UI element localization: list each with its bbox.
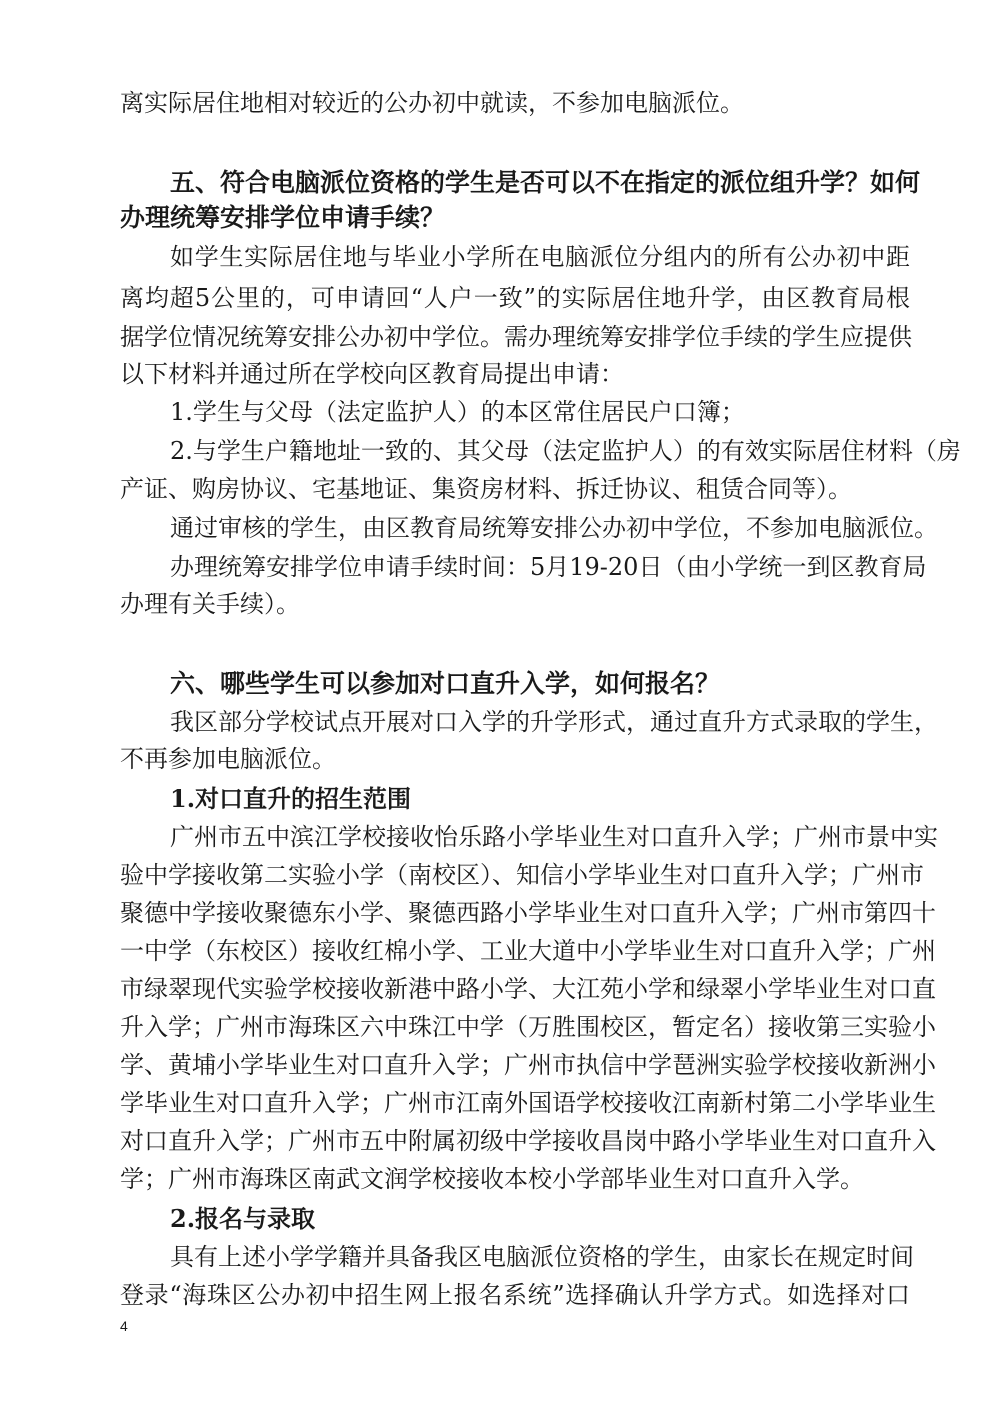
section5-item1: 1.学生与父母（法定监护人）的本区常住居民户口簿； xyxy=(170,398,745,426)
section5-para1-line4: 以下材料并通过所在学校向区教育局提出申请： xyxy=(120,360,624,388)
scope-line: 聚德中学接收聚德东小学、聚德西路小学毕业生对口直升入学；广州市第四十 xyxy=(120,899,936,927)
section5-item2-line2: 产证、购房协议、宅基地证、集资房材料、拆迁协议、租赁合同等）。 xyxy=(120,475,852,503)
section6-intro-line1: 我区部分学校试点开展对口入学的升学形式，通过直升方式录取的学生， xyxy=(170,708,938,736)
section5-para1-line3: 据学位情况统筹安排公办初中学位。需办理统筹安排学位手续的学生应提供 xyxy=(120,323,912,351)
section6-intro-line2: 不再参加电脑派位。 xyxy=(120,745,336,773)
registration-line1: 具有上述小学学籍并具备我区电脑派位资格的学生，由家长在规定时间 xyxy=(170,1243,914,1271)
section6-sub2-heading: 2.报名与录取 xyxy=(170,1204,316,1233)
scope-line: 市绿翠现代实验学校接收新港中路小学、大江苑小学和绿翠小学毕业生对口直 xyxy=(120,975,936,1003)
section5-heading-line1: 五、符合电脑派位资格的学生是否可以不在指定的派位组升学？如何 xyxy=(170,168,921,197)
scope-line: 学毕业生对口直升入学；广州市江南外国语学校接收江南新村第二小学毕业生 xyxy=(120,1089,936,1117)
page-number: 4 xyxy=(120,1318,128,1334)
scope-line: 验中学接收第二实验小学（南校区）、知信小学毕业生对口直升入学；广州市 xyxy=(120,861,924,889)
scope-line: 广州市五中滨江学校接收怡乐路小学毕业生对口直升入学；广州市景中实 xyxy=(170,823,938,851)
scope-line: 学；广州市海珠区南武文润学校接收本校小学部毕业生对口直升入学。 xyxy=(120,1165,864,1193)
section5-heading-line2: 办理统筹安排学位申请手续？ xyxy=(120,203,446,232)
section5-item2-line1: 2.与学生户籍地址一致的、其父母（法定监护人）的有效实际居住材料（房 xyxy=(170,437,961,465)
registration-line2: 登录“海珠区公办初中招生网上报名系统”选择确认升学方式。如选择对口 xyxy=(120,1281,910,1309)
section5-para1-line2: 离均超5公里的，可申请回“人户一致”的实际居住地升学，由区教育局根 xyxy=(120,284,910,312)
scope-line: 学、黄埔小学毕业生对口直升入学；广州市执信中学琶洲实验学校接收新洲小 xyxy=(120,1051,936,1079)
section6-heading: 六、哪些学生可以参加对口直升入学，如何报名？ xyxy=(170,669,721,698)
section5-para1-line1: 如学生实际居住地与毕业小学所在电脑派位分组内的所有公办初中距 xyxy=(170,243,910,271)
scope-line: 升入学；广州市海珠区六中珠江中学（万胜围校区，暂定名）接收第三实验小 xyxy=(120,1013,936,1041)
section5-para3-line2: 办理有关手续）。 xyxy=(120,590,300,618)
section6-sub1-heading: 1.对口直升的招生范围 xyxy=(170,784,412,813)
section5-para2: 通过审核的学生，由区教育局统筹安排公办初中学位，不参加电脑派位。 xyxy=(170,514,938,542)
scope-line: 对口直升入学；广州市五中附属初级中学接收昌岗中路小学毕业生对口直升入 xyxy=(120,1127,936,1155)
section5-para3-line1: 办理统筹安排学位申请手续时间：5月19-20日（由小学统一到区教育局 xyxy=(170,553,927,581)
scope-line: 一中学（东校区）接收红棉小学、工业大道中小学毕业生对口直升入学；广州 xyxy=(120,937,936,965)
continued-text-line: 离实际居住地相对较近的公办初中就读，不参加电脑派位。 xyxy=(120,89,744,117)
